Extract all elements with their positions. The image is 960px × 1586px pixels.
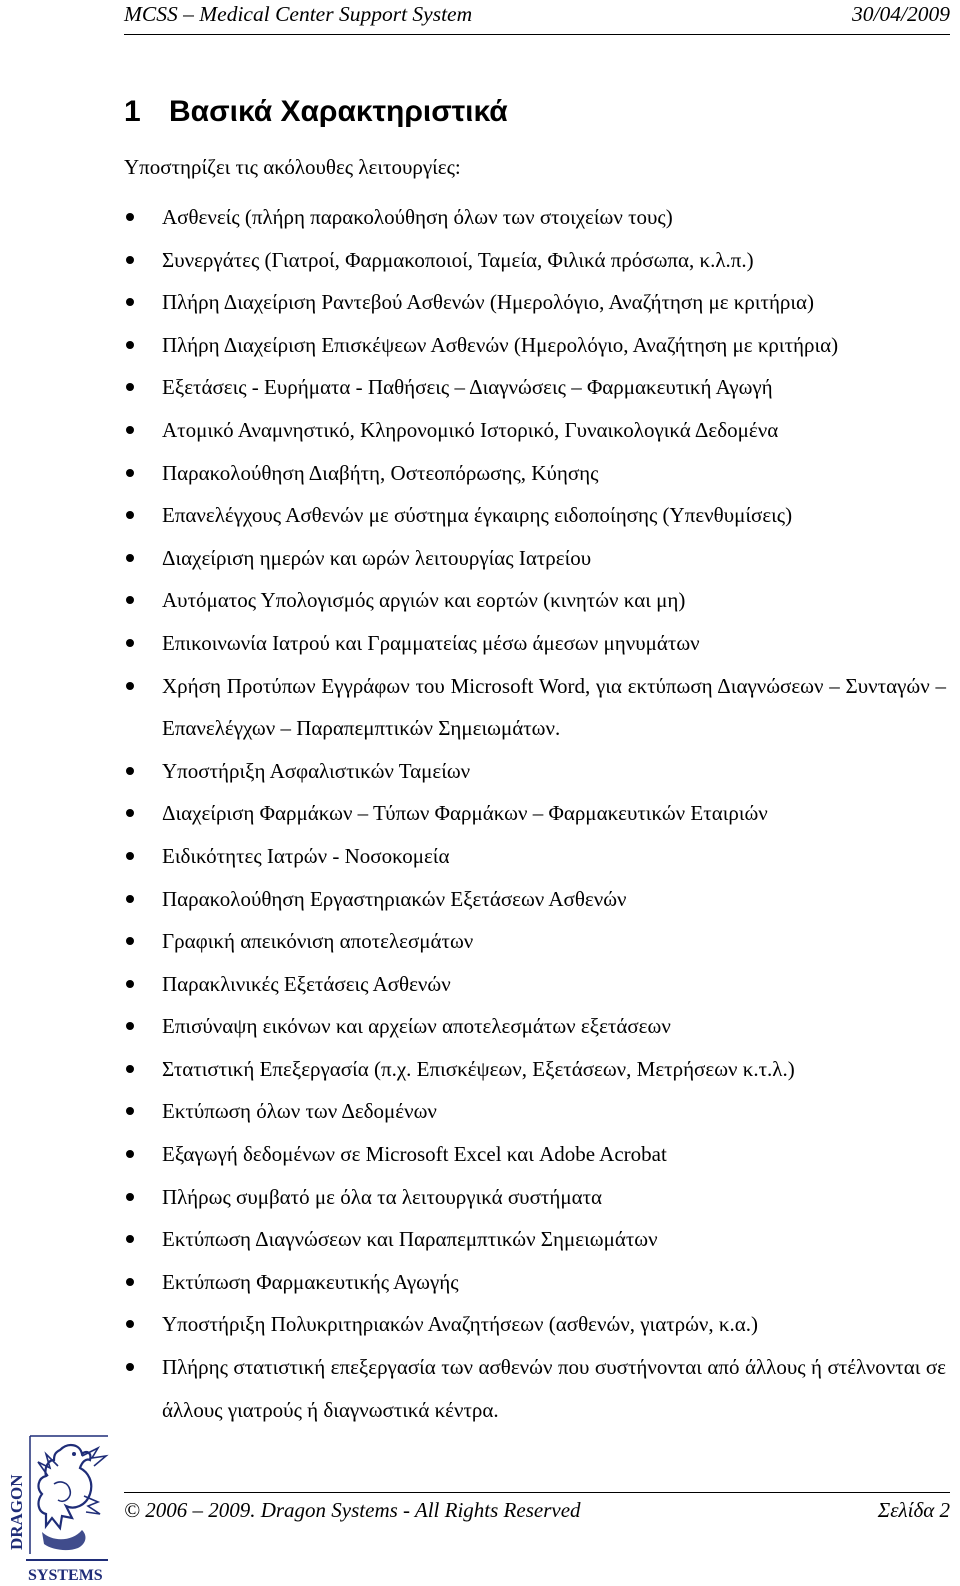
feature-item: Αυτόματος Υπολογισμός αργιών και εορτών (κινητών και μη) bbox=[124, 579, 946, 622]
footer-divider bbox=[124, 1492, 950, 1493]
feature-item: Χρήση Προτύπων Εγγράφων του Microsoft Word, για εκτύπωση Διαγνώσεων – Συνταγών – Επανελέγχων – Παραπεμπτικών Σημειωμάτων. bbox=[124, 665, 946, 750]
logo-vertical-text: DRAGON bbox=[7, 1474, 26, 1550]
feature-item: Επισύναψη εικόνων και αρχείων αποτελεσμάτων εξετάσεων bbox=[124, 1005, 946, 1048]
feature-item: Διαχείριση ημερών και ωρών λειτουργίας Ιατρείου bbox=[124, 537, 946, 580]
footer-copyright: © 2006 – 2009. Dragon Systems - All Rights Reserved bbox=[124, 1498, 581, 1522]
dragon-emblem-icon bbox=[38, 1445, 106, 1550]
feature-item: Εκτύπωση Φαρμακευτικής Αγωγής bbox=[124, 1261, 946, 1304]
feature-item: Διαχείριση Φαρμάκων – Τύπων Φαρμάκων – Φαρμακευτικών Εταιριών bbox=[124, 792, 946, 835]
logo-bottom-text: SYSTEMS bbox=[28, 1567, 103, 1584]
section-heading bbox=[124, 92, 508, 132]
feature-item: Συνεργάτες (Γιατροί, Φαρμακοποιοί, Ταμεία, Φιλικά πρόσωπα, κ.λ.π.) bbox=[124, 239, 946, 282]
feature-item: Στατιστική Επεξεργασία (π.χ. Επισκέψεων, Εξετάσεων, Μετρήσεων κ.τ.λ.) bbox=[124, 1048, 946, 1091]
feature-item: Ατομικό Αναμνηστικό, Κληρονομικό Ιστορικό, Γυναικολογικά Δεδομένα bbox=[124, 409, 946, 452]
feature-item: Υποστήριξη Πολυκριτηριακών Αναζητήσεων (ασθενών, γιατρών, κ.α.) bbox=[124, 1303, 946, 1346]
feature-item: Πλήρως συμβατό με όλα τα λειτουργικά συστήματα bbox=[124, 1176, 946, 1219]
feature-item: Πλήρης στατιστική επεξεργασία των ασθενών που συστήνονται από άλλους ή στέλνονται σε άλλους γιατρούς ή διαγνωστικά κέντρα. bbox=[124, 1346, 946, 1431]
feature-item: Εξαγωγή δεδομένων σε Microsoft Excel και Adobe Acrobat bbox=[124, 1133, 946, 1176]
feature-item: Παρακλινικές Εξετάσεις Ασθενών bbox=[124, 963, 946, 1006]
feature-item: Ασθενείς (πλήρη παρακολούθηση όλων των στοιχείων τους) bbox=[124, 196, 946, 239]
feature-item: Παρακολούθηση Εργαστηριακών Εξετάσεων Ασθενών bbox=[124, 878, 946, 921]
section-title: Βασικά Χαρακτηριστικά bbox=[169, 95, 508, 128]
feature-item: Ειδικότητες Ιατρών - Νοσοκομεία bbox=[124, 835, 946, 878]
feature-list bbox=[124, 196, 946, 1431]
feature-item: Πλήρη Διαχείριση Επισκέψεων Ασθενών (Ημερολόγιο, Αναζήτηση με κριτήρια) bbox=[124, 324, 946, 367]
feature-item: Εκτύπωση όλων των Δεδομένων bbox=[124, 1090, 946, 1133]
dragon-systems-logo bbox=[2, 1432, 114, 1584]
page-header bbox=[124, 0, 950, 35]
page-footer bbox=[124, 1495, 950, 1525]
intro-text: Υποστηρίζει τις ακόλουθες λειτουργίες: bbox=[124, 155, 461, 179]
feature-item: Εξετάσεις - Ευρήματα - Παθήσεις – Διαγνώσεις – Φαρμακευτική Αγωγή bbox=[124, 366, 946, 409]
header-title: MCSS – Medical Center Support System bbox=[124, 2, 473, 26]
feature-item: Επανελέγχους Ασθενών με σύστημα έγκαιρης ειδοποίησης (Υπενθυμίσεις) bbox=[124, 494, 946, 537]
footer-page-number: Σελίδα 2 bbox=[877, 1498, 950, 1522]
feature-item: Πλήρη Διαχείριση Ραντεβού Ασθενών (Ημερολόγιο, Αναζήτηση με κριτήρια) bbox=[124, 281, 946, 324]
feature-item: Υποστήριξη Ασφαλιστικών Ταμείων bbox=[124, 750, 946, 793]
feature-item: Παρακολούθηση Διαβήτη, Οστεοπόρωσης, Κύησης bbox=[124, 452, 946, 495]
feature-item: Εκτύπωση Διαγνώσεων και Παραπεμπτικών Σημειωμάτων bbox=[124, 1218, 946, 1261]
feature-item: Γραφική απεικόνιση αποτελεσμάτων bbox=[124, 920, 946, 963]
feature-item: Επικοινωνία Ιατρού και Γραμματείας μέσω άμεσων μηνυμάτων bbox=[124, 622, 946, 665]
header-date: 30/04/2009 bbox=[852, 2, 950, 26]
section-number: 1 bbox=[124, 95, 141, 128]
